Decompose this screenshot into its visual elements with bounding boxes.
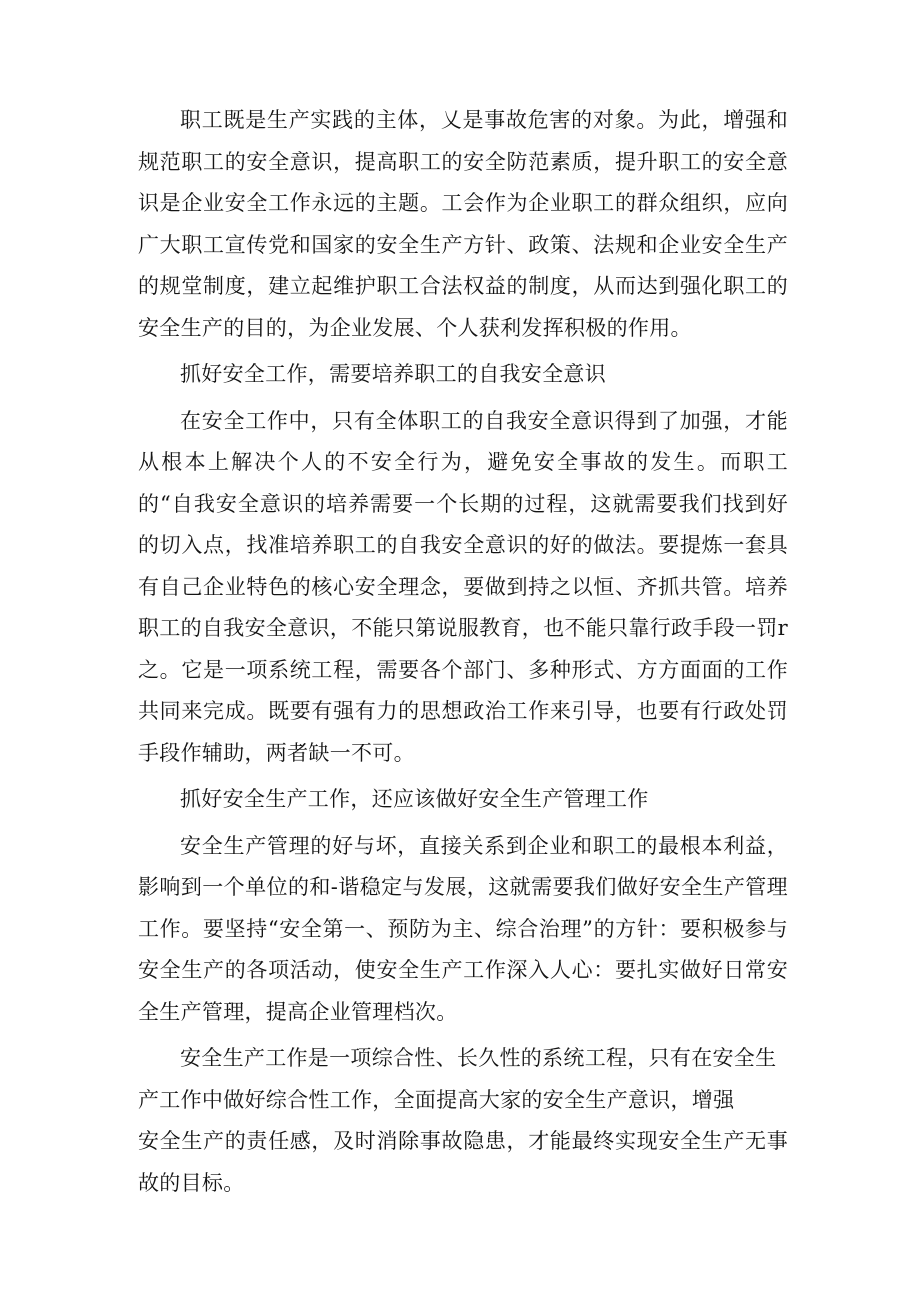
section-heading-self-awareness: 抓好安全工作，需要培养职工的自我安全意识 <box>180 362 606 386</box>
paragraph-conclusion-part1: 安全生产工作是一项综合性、长久性的系统工程，只有在安全生产工作中做好综合性工作，全面提高大家的安全生产意识，增强 <box>138 1046 777 1112</box>
document-body <box>138 100 788 1204</box>
section-heading-safety-management: 抓好安全生产工作，还应该做好安全生产管理工作 <box>180 787 649 811</box>
paragraph-self-awareness: 在安全工作中，只有全体职工的自我安全意识得到了加强，才能从根本上解决个人的不安全行为，避免安全事故的发生。而职工的“自我安全意识的培养需要一个长期的过程，这就需要我们找到好的切入点，找准培养职工的自我安全意识的好的做法。要提炼一套具有自己企业特色的核心安全理念，要做到持之以恒、齐抓共管。培养职工的自我安全意识，不能只第说服教育，也不能只靠行政手段一罚r之。它是一项系统工程，需要各个部门、多种形式、方方面面的工作共同来完成。既要有强有力的思想政治工作来引导，也要有行政处罚手段作辅助，两者缺一不可。 <box>138 408 788 765</box>
paragraph-conclusion-part2: 安全生产的责任感，及时消除事故隐患，才能最终实现安全生产无事故的目标。 <box>138 1129 788 1195</box>
paragraph-intro: 职工既是生产实践的主体，乂是事故危害的对象。为此，增强和规范职工的安全意识，提高职工的安全防范素质，提升职工的安全意识是企业安全工作永远的主题。工会作为企业职工的群众组织，应向广大职工宣传党和国家的安全生产方针、政策、法规和企业安全生产的规堂制度，建立起维护职工合法权益的制度，从而达到强化职工的安全生产的目的，为企业发展、个人获利发挥积极的作用。 <box>138 108 788 340</box>
paragraph-safety-management: 安全生产管理的好与坏，直接关系到企业和职工的最根本利益，影响到一个单位的和-谐稳定与发展，这就需要我们做好安全生产管理工作。要坚持“安全第一、预防为主、综合治理”的方针：要积极参与安全生产的各项活动，使安全生产工作深入人心：要扎实做好日常安全生产管理，提高企业管理档次。 <box>138 833 788 1024</box>
